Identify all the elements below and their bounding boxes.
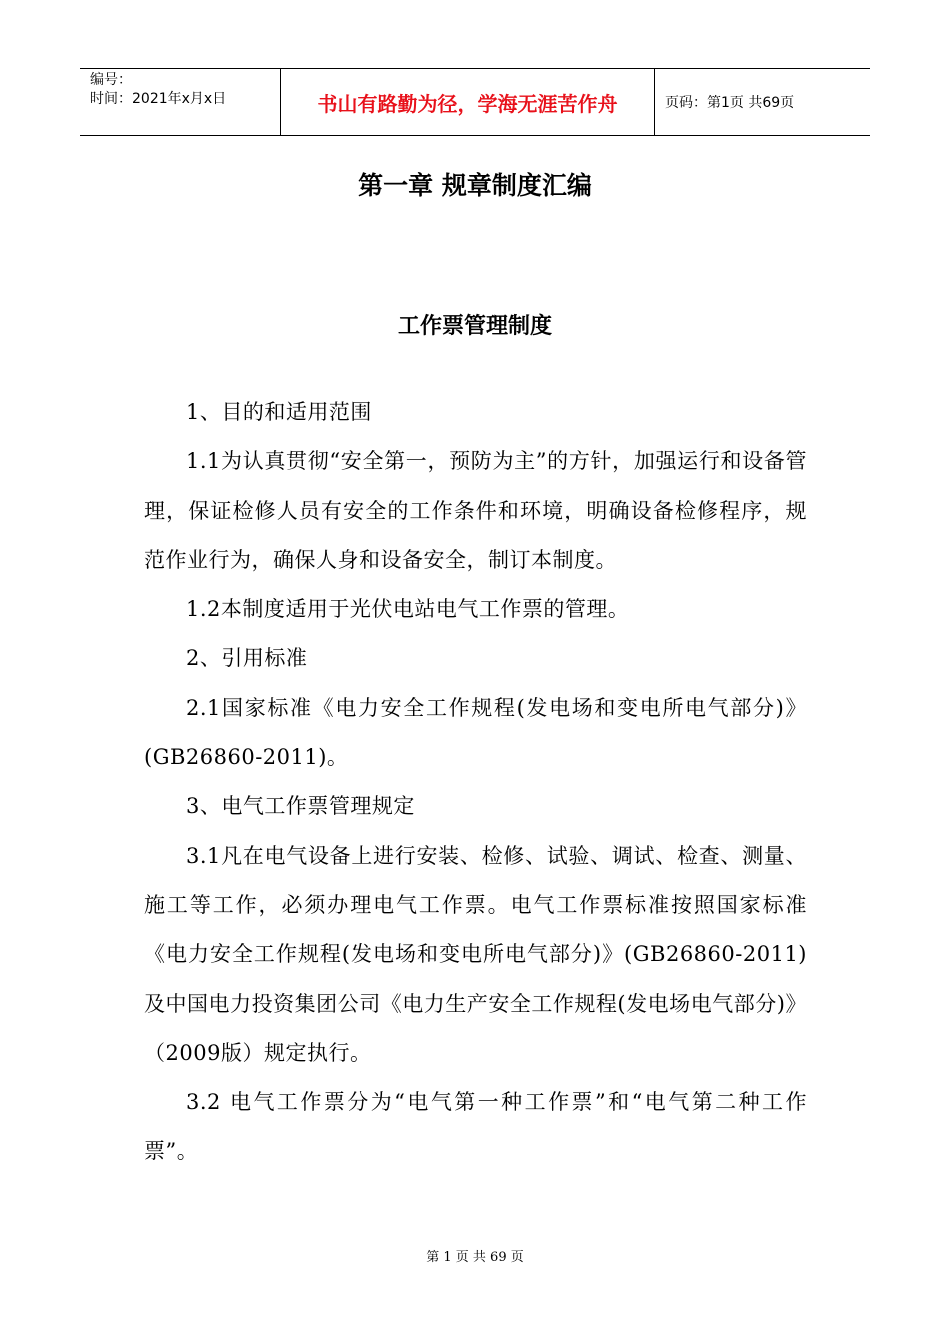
document-time-label: 时间：2021年x月x日 [90, 91, 227, 107]
section-title: 工作票管理制度 [397, 314, 552, 339]
paragraph: 3.2 电气工作票分为“电气第一种工作票”和“电气第二种工作票”。 [144, 1090, 807, 1164]
document-body [144, 388, 807, 1177]
document-number-label: 编号： [90, 72, 132, 88]
paragraph: 3、电气工作票管理规定 [186, 794, 415, 819]
paragraph: 3.1凡在电气设备上进行安装、检修、试验、调试、检查、测量、施工等工作，必须办理电气工作票。电气工作票标准按照国家标准《电力安全工作规程(发电场和变电所电气部分)》(GB26860-2011)及中国电力投资集团公司《电力生产安全工作规程(发电场电气部分)》（2009版）规定执行。 [144, 843, 807, 1065]
paragraph: 1.1为认真贯彻“安全第一，预防为主”的方针，加强运行和设备管理，保证检修人员有安全的工作条件和环境，明确设备检修程序，规范作业行为，确保人身和设备安全，制订本制度。 [144, 449, 807, 572]
header-page-info: 页码：第1页 共69页 [665, 95, 795, 111]
page-footer: 第 1 页 共 69 页 [426, 1250, 524, 1265]
paragraph: 2.1国家标准《电力安全工作规程(发电场和变电所电气部分)》(GB26860-2011)。 [144, 695, 807, 770]
paragraph: 1、目的和适用范围 [186, 400, 372, 424]
page-header [80, 68, 870, 136]
header-motto: 书山有路勤为径，学海无涯苦作舟 [281, 69, 655, 135]
paragraph: 2、引用标准 [186, 646, 308, 671]
header-meta [80, 69, 281, 135]
chapter-title: 第一章 规章制度汇编 [358, 171, 592, 200]
paragraph: 1.2本制度适用于光伏电站电气工作票的管理。 [186, 597, 630, 622]
